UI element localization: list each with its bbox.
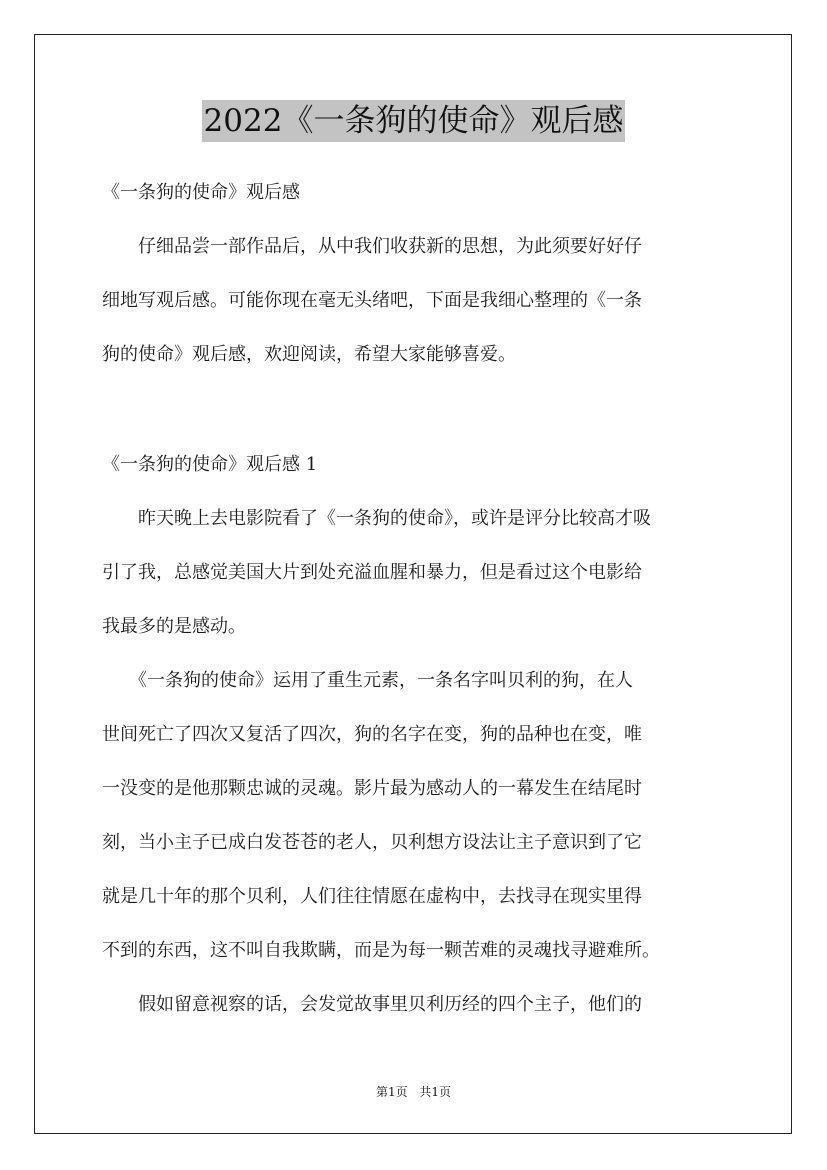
paragraph-line: 昨天晚上去电影院看了《一条狗的使命》，或许是评分比较高才吸 [102,508,651,529]
paragraph-line: 狗的使命》观后感，欢迎阅读，希望大家能够喜爱。 [102,344,516,365]
document-title: 2022《一条狗的使命》观后感 [202,100,626,142]
paragraph-line: 细地写观后感。可能你现在毫无头绪吧，下面是我细心整理的《一条 [102,290,642,311]
page-footer [0,1084,827,1100]
paragraph-line: 刻，当小主子已成白发苍苍的老人，贝利想方设法让主子意识到了它 [102,832,642,853]
section-heading: 《一条狗的使命》观后感 1 [102,454,318,475]
paragraph-line: 引了我，总感觉美国大片到处充溢血腥和暴力，但是看过这个电影给 [102,562,642,583]
intro-heading: 《一条狗的使命》观后感 [102,182,300,203]
page-number-current: 第1页 [375,1085,408,1099]
paragraph-line: 一没变的是他那颗忠诚的灵魂。影片最为感动人的一幕发生在结尾时 [102,778,642,799]
paragraph-line: 不到的东西，这不叫自我欺瞒，而是为每一颗苦难的灵魂找寻避难所。 [102,940,660,961]
paragraph-line: 仔细品尝一部作品后，从中我们收获新的思想，为此须要好好仔 [102,236,642,257]
paragraph-line: 假如留意视察的话，会发觉故事里贝利历经的四个主子，他们的 [102,994,642,1015]
title-container [0,100,827,142]
paragraph-line: 《一条狗的使命》运用了重生元素，一条名字叫贝利的狗，在人 [102,670,633,691]
paragraph-line: 世间死亡了四次又复活了四次，狗的名字在变，狗的品种也在变，唯 [102,724,642,745]
paragraph-line: 就是几十年的那个贝利，人们往往情愿在虚构中，去找寻在现实里得 [102,886,642,907]
page-number-total: 共1页 [419,1085,452,1099]
paragraph-line: 我最多的是感动。 [102,616,246,637]
